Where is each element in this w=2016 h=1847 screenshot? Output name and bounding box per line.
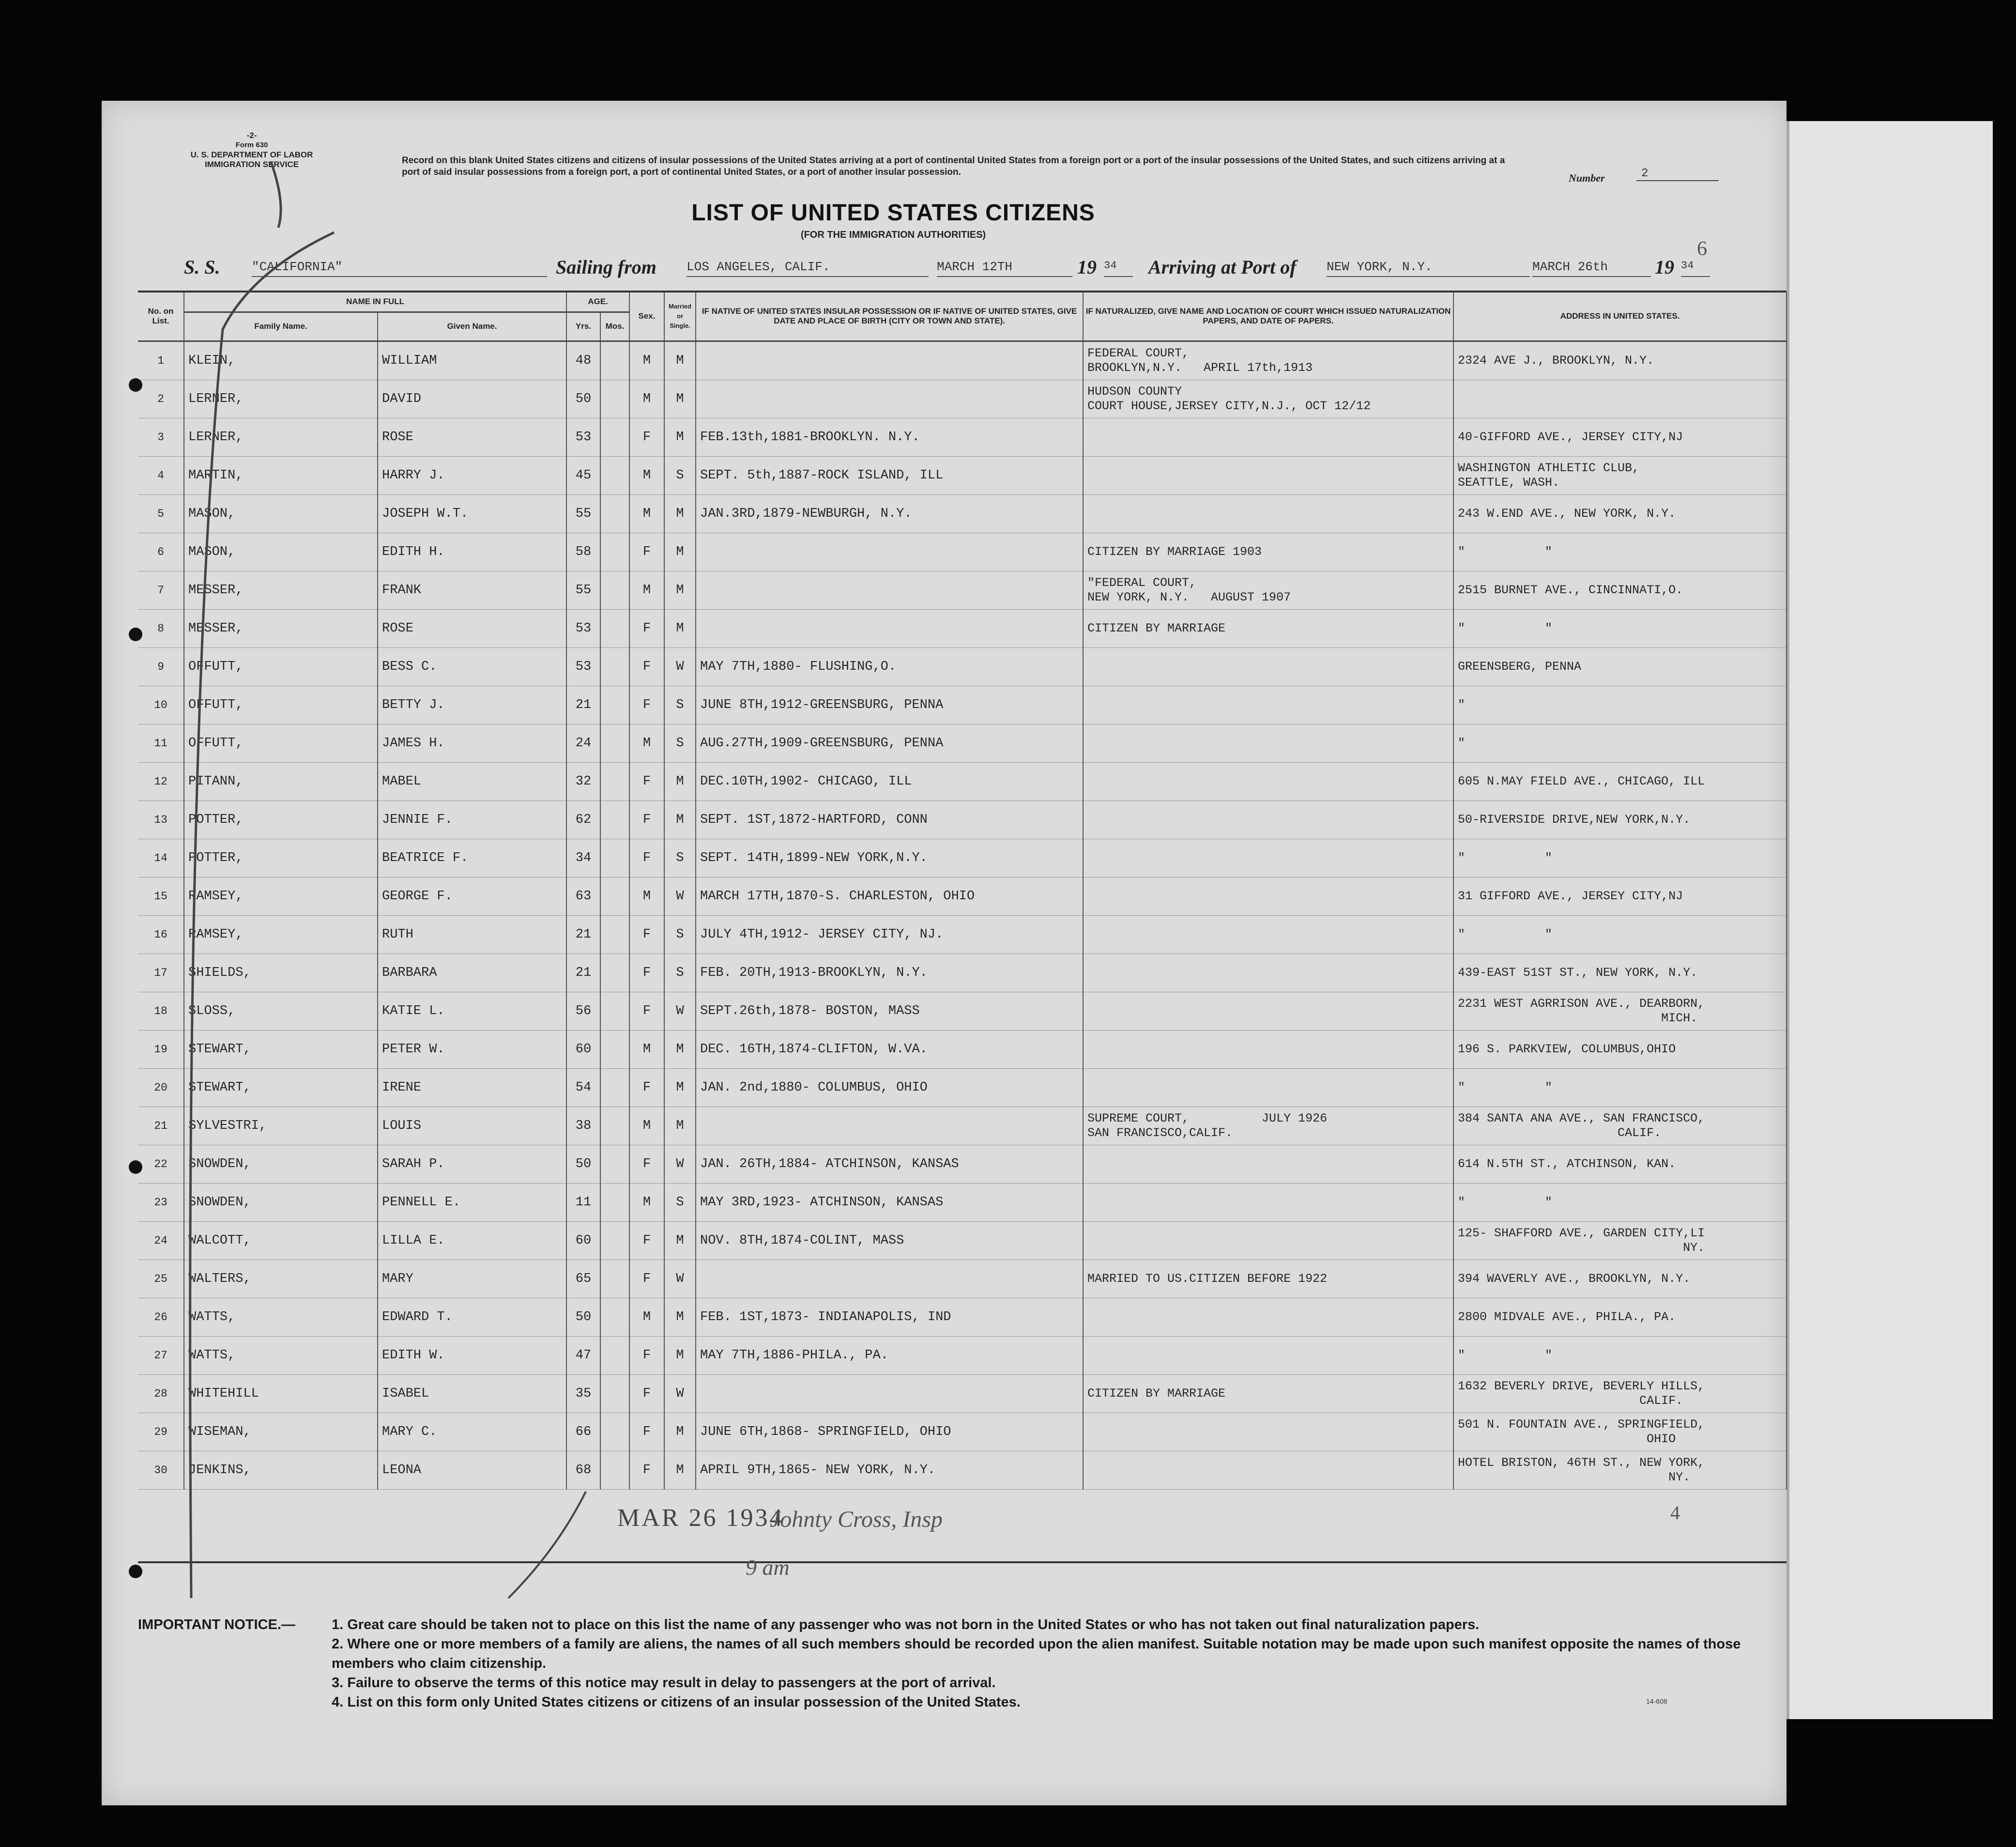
age-years: 11 [566, 1183, 600, 1221]
age-years: 21 [566, 915, 600, 954]
row-number: 22 [138, 1145, 184, 1183]
row-number: 8 [138, 609, 184, 647]
family-name: MESSER, [184, 609, 378, 647]
family-name: WHITEHILL [184, 1374, 378, 1413]
given-name: HARRY J. [378, 456, 566, 494]
birth-info: JUNE 8TH,1912-GREENSBURG, PENNA [696, 686, 1083, 724]
sex: F [629, 1068, 664, 1107]
sex: M [629, 456, 664, 494]
address: " [1453, 724, 1787, 762]
given-name: BESS C. [378, 647, 566, 686]
col-given-header: Given Name. [378, 312, 566, 341]
naturalization-info: HUDSON COUNTY COURT HOUSE,JERSEY CITY,N.J., OCT 12/12 [1083, 380, 1453, 418]
inspector-signature: Johnty Cross, Insp [770, 1507, 943, 1532]
given-name: ROSE [378, 418, 566, 456]
family-name: SHIELDS, [184, 954, 378, 992]
marital-status: W [664, 1374, 696, 1413]
row-number: 15 [138, 877, 184, 915]
family-name: SLOSS, [184, 992, 378, 1030]
given-name: BARBARA [378, 954, 566, 992]
department: U. S. DEPARTMENT OF LABOR [190, 150, 313, 159]
age-years: 54 [566, 1068, 600, 1107]
form-number: Form 630 [235, 141, 268, 149]
marital-status: W [664, 1260, 696, 1298]
marital-status: M [664, 800, 696, 839]
marital-status: S [664, 456, 696, 494]
family-name: STEWART, [184, 1068, 378, 1107]
age-years: 21 [566, 686, 600, 724]
address: " " [1453, 1336, 1787, 1374]
age-years: 53 [566, 647, 600, 686]
sex: F [629, 1221, 664, 1260]
row-number: 14 [138, 839, 184, 877]
row-number: 13 [138, 800, 184, 839]
row-number: 28 [138, 1374, 184, 1413]
address: 2515 BURNET AVE., CINCINNATI,O. [1453, 571, 1787, 609]
row-number: 18 [138, 992, 184, 1030]
birth-info: JAN. 26TH,1884- ATCHINSON, KANSAS [696, 1145, 1083, 1183]
given-name: IRENE [378, 1068, 566, 1107]
row-number: 11 [138, 724, 184, 762]
address: HOTEL BRISTON, 46TH ST., NEW YORK, NY. [1453, 1451, 1787, 1489]
sex: F [629, 609, 664, 647]
pen-check-line [190, 232, 334, 1598]
family-name: RAMSEY, [184, 915, 378, 954]
notice-item-4: 4. List on this form only United States citizens or citizens of an insular possession of the United States. [332, 1694, 1021, 1710]
family-name: MESSER, [184, 571, 378, 609]
punch-hole [129, 378, 142, 392]
sex: F [629, 762, 664, 800]
marital-status: M [664, 380, 696, 418]
marital-status: M [664, 1107, 696, 1145]
family-name: WATTS, [184, 1298, 378, 1336]
to-port: NEW YORK, N.Y. [1327, 260, 1530, 277]
given-name: ISABEL [378, 1374, 566, 1413]
row-number: 6 [138, 533, 184, 571]
notice-item-3: 3. Failure to observe the terms of this notice may result in delay to passengers at the port of arrival. [332, 1675, 996, 1691]
date-stamp: MAR 26 1934 [617, 1504, 784, 1532]
marital-status: M [664, 1413, 696, 1451]
address: " " [1453, 1183, 1787, 1221]
naturalization-info: MARRIED TO US.CITIZEN BEFORE 1922 [1083, 1260, 1453, 1298]
family-name: MASON, [184, 533, 378, 571]
address: 605 N.MAY FIELD AVE., CHICAGO, ILL [1453, 762, 1787, 800]
row-number: 19 [138, 1030, 184, 1068]
family-name: POTTER, [184, 839, 378, 877]
notice-item-2: 2. Where one or more members of a family are aliens, the names of all such members should be recorded upon the alien manifest. Suitable notation may be made upon such manifest opposite the names of those members who claim citizenship. [332, 1636, 1741, 1671]
address: 394 WAVERLY AVE., BROOKLYN, N.Y. [1453, 1260, 1787, 1298]
page-title: LIST OF UNITED STATES CITIZENS [691, 200, 1095, 226]
given-name: EDITH H. [378, 533, 566, 571]
sex: F [629, 915, 664, 954]
marital-status: M [664, 609, 696, 647]
family-name: RAMSEY, [184, 877, 378, 915]
family-name: JENKINS, [184, 1451, 378, 1489]
given-name: MABEL [378, 762, 566, 800]
page-subtitle: (FOR THE IMMIGRATION AUTHORITIES) [800, 230, 986, 240]
sex: F [629, 533, 664, 571]
birth-info: JAN.3RD,1879-NEWBURGH, N.Y. [696, 494, 1083, 533]
sex: F [629, 647, 664, 686]
address: 501 N. FOUNTAIN AVE., SPRINGFIELD, OHIO [1453, 1413, 1787, 1451]
naturalization-info: "FEDERAL COURT, NEW YORK, N.Y. AUGUST 1907 [1083, 571, 1453, 609]
address: 2231 WEST AGRRISON AVE., DEARBORN, MICH. [1453, 992, 1787, 1030]
sex: F [629, 800, 664, 839]
address: 2324 AVE J., BROOKLYN, N.Y. [1453, 341, 1787, 380]
ss-label: S. S. [184, 256, 220, 278]
age-years: 38 [566, 1107, 600, 1145]
sex: F [629, 1451, 664, 1489]
sex: M [629, 494, 664, 533]
given-name: MARY C. [378, 1413, 566, 1451]
row-number: 25 [138, 1260, 184, 1298]
to-year-prefix: 19 [1655, 256, 1674, 278]
family-name: KLEIN, [184, 341, 378, 380]
marital-status: S [664, 915, 696, 954]
age-years: 50 [566, 380, 600, 418]
address: " " [1453, 533, 1787, 571]
sex: M [629, 1107, 664, 1145]
marital-status: M [664, 418, 696, 456]
address: WASHINGTON ATHLETIC CLUB, SEATTLE, WASH. [1453, 456, 1787, 494]
col-sex-header: Sex. [629, 292, 664, 341]
address: 31 GIFFORD AVE., JERSEY CITY,NJ [1453, 877, 1787, 915]
col-family-header: Family Name. [184, 312, 378, 341]
punch-hole [129, 1160, 142, 1174]
sex: M [629, 380, 664, 418]
family-name: WALTERS, [184, 1260, 378, 1298]
birth-info: JULY 4TH,1912- JERSEY CITY, NJ. [696, 915, 1083, 954]
row-number: 16 [138, 915, 184, 954]
given-name: LOUIS [378, 1107, 566, 1145]
age-years: 50 [566, 1145, 600, 1183]
age-years: 66 [566, 1413, 600, 1451]
sex: M [629, 1030, 664, 1068]
age-years: 32 [566, 762, 600, 800]
given-name: ROSE [378, 609, 566, 647]
instructions-text: Record on this blank United States citizens and citizens of insular possessions of the United States arriving at a port of continental United States from a foreign port or a port of the insular possessions of the United States, and such citizens arriving at a port of said insular possessions from a foreign port, a port of continental United States, or a port of another insular possession. [402, 155, 1505, 177]
given-name: RUTH [378, 915, 566, 954]
age-years: 55 [566, 494, 600, 533]
age-years: 50 [566, 1298, 600, 1336]
to-year: 34 [1681, 260, 1710, 277]
marital-status: M [664, 1336, 696, 1374]
row-number: 5 [138, 494, 184, 533]
punch-hole [129, 628, 142, 641]
family-name: WATTS, [184, 1336, 378, 1374]
given-name: EDITH W. [378, 1336, 566, 1374]
corner-mark: 4 [1670, 1502, 1680, 1524]
family-name: OFFUTT, [184, 724, 378, 762]
marital-status: M [664, 571, 696, 609]
age-years: 53 [566, 418, 600, 456]
marital-status: S [664, 724, 696, 762]
arriving-label: Arriving at Port of [1148, 256, 1297, 278]
address: 384 SANTA ANA AVE., SAN FRANCISCO, CALIF. [1453, 1107, 1787, 1145]
marital-status: M [664, 1221, 696, 1260]
sex: M [629, 571, 664, 609]
family-name: SNOWDEN, [184, 1183, 378, 1221]
age-years: 47 [566, 1336, 600, 1374]
birth-info: APRIL 9TH,1865- NEW YORK, N.Y. [696, 1451, 1083, 1489]
sex: F [629, 1336, 664, 1374]
given-name: SARAH P. [378, 1145, 566, 1183]
marital-status: W [664, 992, 696, 1030]
col-age-header: AGE. [566, 292, 629, 312]
pen-stroke-bottom [508, 1492, 586, 1598]
address: " " [1453, 1068, 1787, 1107]
row-number: 7 [138, 571, 184, 609]
address: 1632 BEVERLY DRIVE, BEVERLY HILLS, CALIF. [1453, 1374, 1787, 1413]
sex: F [629, 1260, 664, 1298]
address: 439-EAST 51ST ST., NEW YORK, N.Y. [1453, 954, 1787, 992]
address: 40-GIFFORD AVE., JERSEY CITY,NJ [1453, 418, 1787, 456]
given-name: FRANK [378, 571, 566, 609]
age-years: 68 [566, 1451, 600, 1489]
birth-info: MAY 7TH,1880- FLUSHING,O. [696, 647, 1083, 686]
birth-info: AUG.27TH,1909-GREENSBURG, PENNA [696, 724, 1083, 762]
naturalization-info: CITIZEN BY MARRIAGE [1083, 609, 1453, 647]
sex: M [629, 341, 664, 380]
naturalization-info: CITIZEN BY MARRIAGE 1903 [1083, 533, 1453, 571]
row-number: 26 [138, 1298, 184, 1336]
marital-status: M [664, 1030, 696, 1068]
row-number: 27 [138, 1336, 184, 1374]
family-name: STEWART, [184, 1030, 378, 1068]
age-years: 21 [566, 954, 600, 992]
birth-info: JUNE 6TH,1868- SPRINGFIELD, OHIO [696, 1413, 1083, 1451]
sex: F [629, 992, 664, 1030]
given-name: PENNELL E. [378, 1183, 566, 1221]
address: " " [1453, 839, 1787, 877]
given-name: DAVID [378, 380, 566, 418]
family-name: MARTIN, [184, 456, 378, 494]
birth-info: MAY 3RD,1923- ATCHINSON, KANSAS [696, 1183, 1083, 1221]
marital-status: M [664, 341, 696, 380]
from-port: LOS ANGELES, CALIF. [687, 260, 929, 277]
family-name: OFFUTT, [184, 686, 378, 724]
sex: M [629, 1298, 664, 1336]
given-name: EDWARD T. [378, 1298, 566, 1336]
sex: F [629, 686, 664, 724]
age-years: 34 [566, 839, 600, 877]
birth-info: JAN. 2nd,1880- COLUMBUS, OHIO [696, 1068, 1083, 1107]
age-years: 45 [566, 456, 600, 494]
pen-mark-top [271, 162, 281, 228]
given-name: KATIE L. [378, 992, 566, 1030]
age-years: 60 [566, 1030, 600, 1068]
page-number: 6 [1697, 238, 1707, 260]
birth-info: DEC. 16TH,1874-CLIFTON, W.VA. [696, 1030, 1083, 1068]
ship-name: "CALIFORNIA" [252, 260, 547, 277]
sailing-label: Sailing from [556, 256, 657, 278]
address: 196 S. PARKVIEW, COLUMBUS,OHIO [1453, 1030, 1787, 1068]
given-name: BETTY J. [378, 686, 566, 724]
marital-status: M [664, 494, 696, 533]
address: " " [1453, 915, 1787, 954]
given-name: JOSEPH W.T. [378, 494, 566, 533]
col-mos-header: Mos. [600, 312, 629, 341]
col-birth-header: IF NATIVE OF UNITED STATES INSULAR POSSESSION OR IF NATIVE OF UNITED STATES, GIVE DATE AND PLACE OF BIRTH (CITY OR TOWN AND STATE). [696, 292, 1083, 341]
naturalization-info: FEDERAL COURT, BROOKLYN,N.Y. APRIL 17th,1913 [1083, 341, 1453, 380]
address: GREENSBERG, PENNA [1453, 647, 1787, 686]
marital-status: S [664, 954, 696, 992]
sex: F [629, 1413, 664, 1451]
marital-status: M [664, 533, 696, 571]
from-year: 34 [1104, 260, 1133, 277]
sex: F [629, 954, 664, 992]
family-name: PITANN, [184, 762, 378, 800]
from-date: MARCH 12TH [937, 260, 1072, 277]
age-years: 56 [566, 992, 600, 1030]
age-years: 62 [566, 800, 600, 839]
birth-info: FEB.13th,1881-BROOKLYN. N.Y. [696, 418, 1083, 456]
address: 614 N.5TH ST., ATCHINSON, KAN. [1453, 1145, 1787, 1183]
family-name: POTTER, [184, 800, 378, 839]
time-annotation: 9 am [746, 1555, 790, 1580]
address: 125- SHAFFORD AVE., GARDEN CITY,LI NY. [1453, 1221, 1787, 1260]
col-naturalized-header: IF NATURALIZED, GIVE NAME AND LOCATION OF COURT WHICH ISSUED NATURALIZATION PAPERS, AND DATE OF PAPERS. [1083, 292, 1453, 341]
address: " " [1453, 609, 1787, 647]
row-number: 2 [138, 380, 184, 418]
given-name: BEATRICE F. [378, 839, 566, 877]
marital-status: S [664, 1183, 696, 1221]
row-number: 1 [138, 341, 184, 380]
age-years: 55 [566, 571, 600, 609]
marital-status: W [664, 877, 696, 915]
to-date: MARCH 26th [1532, 260, 1651, 277]
age-years: 35 [566, 1374, 600, 1413]
birth-info: FEB. 1ST,1873- INDIANAPOLIS, IND [696, 1298, 1083, 1336]
family-name: SYLVESTRI, [184, 1107, 378, 1145]
birth-info: SEPT. 14TH,1899-NEW YORK,N.Y. [696, 839, 1083, 877]
marital-status: M [664, 1451, 696, 1489]
address: " [1453, 686, 1787, 724]
number-value: 2 [1636, 167, 1719, 181]
marital-status: W [664, 647, 696, 686]
row-number: 3 [138, 418, 184, 456]
service: IMMIGRATION SERVICE [205, 160, 299, 169]
birth-info: MAY 7TH,1886-PHILA., PA. [696, 1336, 1083, 1374]
family-name: MASON, [184, 494, 378, 533]
given-name: PETER W. [378, 1030, 566, 1068]
important-notice [138, 1615, 1755, 1712]
notice-item-1: IMPORTANT NOTICE.— 1. Great care should be taken not to place on this list the name of any passenger who was not born in the United States or who has not taken out final naturalization papers. [138, 1615, 1755, 1634]
given-name: JENNIE F. [378, 800, 566, 839]
address: 243 W.END AVE., NEW YORK, N.Y. [1453, 494, 1787, 533]
age-years: 48 [566, 341, 600, 380]
row-number: 21 [138, 1107, 184, 1145]
family-name: LERNER, [184, 418, 378, 456]
row-number: 4 [138, 456, 184, 494]
row-number: 20 [138, 1068, 184, 1107]
family-name: WALCOTT, [184, 1221, 378, 1260]
row-number: 9 [138, 647, 184, 686]
col-address-header: ADDRESS IN UNITED STATES. [1453, 292, 1787, 341]
given-name: JAMES H. [378, 724, 566, 762]
address: 2800 MIDVALE AVE., PHILA., PA. [1453, 1298, 1787, 1336]
given-name: LILLA E. [378, 1221, 566, 1260]
birth-info: DEC.10TH,1902- CHICAGO, ILL [696, 762, 1083, 800]
row-number: 12 [138, 762, 184, 800]
marital-status: W [664, 1145, 696, 1183]
age-years: 65 [566, 1260, 600, 1298]
footer-code: 14-608 [1646, 1697, 1667, 1705]
marital-status: M [664, 762, 696, 800]
age-years: 24 [566, 724, 600, 762]
marital-status: M [664, 1298, 696, 1336]
naturalization-info: SUPREME COURT, JULY 1926 SAN FRANCISCO,CALIF. [1083, 1107, 1453, 1145]
page-mark: -2- [246, 131, 257, 140]
marital-status: S [664, 686, 696, 724]
row-number: 17 [138, 954, 184, 992]
family-name: OFFUTT, [184, 647, 378, 686]
naturalization-info: CITIZEN BY MARRIAGE [1083, 1374, 1453, 1413]
marital-status: M [664, 1068, 696, 1107]
sex: F [629, 418, 664, 456]
birth-info: NOV. 8TH,1874-COLINT, MASS [696, 1221, 1083, 1260]
given-name: WILLIAM [378, 341, 566, 380]
row-number: 30 [138, 1451, 184, 1489]
col-married-header: Married or Single. [664, 292, 696, 341]
given-name: GEORGE F. [378, 877, 566, 915]
given-name: MARY [378, 1260, 566, 1298]
col-no-header: No. on List. [138, 292, 184, 341]
marital-status: S [664, 839, 696, 877]
family-name: LERNER, [184, 380, 378, 418]
age-years: 53 [566, 609, 600, 647]
row-number: 23 [138, 1183, 184, 1221]
family-name: WISEMAN, [184, 1413, 378, 1451]
birth-info: MARCH 17TH,1870-S. CHARLESTON, OHIO [696, 877, 1083, 915]
from-year-prefix: 19 [1077, 256, 1097, 278]
sex: M [629, 877, 664, 915]
sex: M [629, 1183, 664, 1221]
family-name: SNOWDEN, [184, 1145, 378, 1183]
row-number: 24 [138, 1221, 184, 1260]
col-yrs-header: Yrs. [566, 312, 600, 341]
row-number: 10 [138, 686, 184, 724]
birth-info: SEPT. 1ST,1872-HARTFORD, CONN [696, 800, 1083, 839]
birth-info: SEPT.26th,1878- BOSTON, MASS [696, 992, 1083, 1030]
notice-lead: IMPORTANT NOTICE.— [138, 1617, 295, 1632]
sex: F [629, 1374, 664, 1413]
given-name: LEONA [378, 1451, 566, 1489]
punch-hole [129, 1565, 142, 1578]
number-label: Number [1569, 172, 1605, 184]
address: 50-RIVERSIDE DRIVE,NEW YORK,N.Y. [1453, 800, 1787, 839]
age-years: 63 [566, 877, 600, 915]
birth-info: FEB. 20TH,1913-BROOKLYN, N.Y. [696, 954, 1083, 992]
sex: F [629, 839, 664, 877]
sex: F [629, 1145, 664, 1183]
age-years: 60 [566, 1221, 600, 1260]
col-name-header: NAME IN FULL [184, 292, 566, 312]
age-years: 58 [566, 533, 600, 571]
row-number: 29 [138, 1413, 184, 1451]
birth-info: SEPT. 5th,1887-ROCK ISLAND, ILL [696, 456, 1083, 494]
sex: M [629, 724, 664, 762]
